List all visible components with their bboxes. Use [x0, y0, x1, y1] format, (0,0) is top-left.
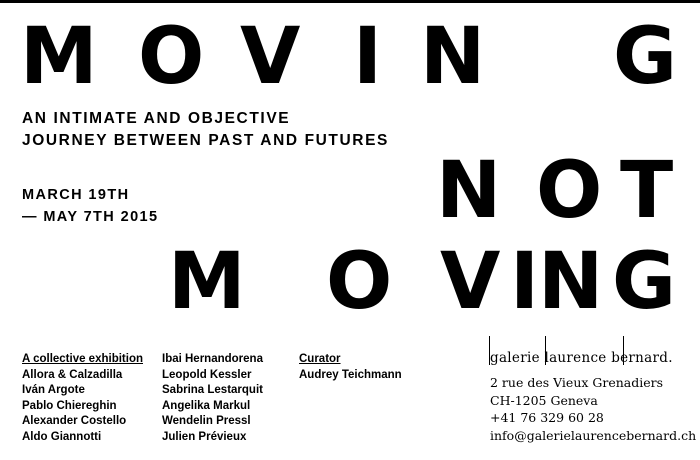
artist-name: Iván Argote — [22, 384, 85, 396]
gallery-address — [490, 374, 696, 444]
artist-name: Angelika Markul — [162, 399, 251, 412]
artist-name: Julien Prévieux — [162, 430, 247, 443]
headline-letter: M — [20, 12, 98, 102]
headline-letter: V — [440, 237, 501, 327]
headline-line-3 — [0, 237, 700, 327]
artist-name: Pablo Chiereghin — [22, 399, 117, 412]
artist-name: Sabrina Lestarquit — [162, 384, 263, 396]
artists-column-2 — [162, 352, 263, 445]
headline-letter: O — [326, 237, 393, 327]
headline-letter: G — [613, 12, 678, 102]
top-rule — [0, 0, 700, 3]
artists-column-1 — [22, 352, 143, 445]
curator-block — [299, 352, 402, 383]
logo-text: galerie laurence bernard — [490, 350, 669, 366]
headline-letter: I — [353, 12, 383, 102]
artists-heading: A collective exhibition — [22, 353, 143, 365]
headline-letter: O — [138, 12, 205, 102]
artist-name: Ibai Hernandorena — [162, 353, 263, 365]
subtitle-line-2: JOURNEY BETWEEN PAST AND FUTURES — [22, 132, 389, 149]
headline-letter: O — [536, 146, 603, 236]
address-line: 2 rue des Vieux Grenadiers — [490, 375, 664, 390]
headline-letter: M — [168, 237, 246, 327]
headline-letter: V — [240, 12, 301, 102]
headline-letter: T — [620, 146, 674, 236]
address-line: CH-1205 Geneva — [490, 392, 598, 408]
headline-letter: I — [510, 237, 540, 327]
headline-line-1 — [0, 12, 700, 102]
headline-letter: G — [612, 237, 677, 327]
email-address: info@galerielaurencebernard.ch — [490, 427, 697, 443]
subtitle-line-1: AN INTIMATE AND OBJECTIVE — [22, 110, 291, 127]
artist-name: Alexander Costello — [22, 415, 127, 427]
curator-heading: Curator — [299, 353, 341, 365]
headline-letter: N — [538, 237, 604, 327]
exhibition-dates — [22, 184, 158, 228]
curator-name: Audrey Teichmann — [299, 368, 402, 381]
artist-name: Allora & Calzadilla — [22, 368, 123, 381]
artist-name: Wendelin Pressl — [162, 415, 251, 427]
artist-name: Leopold Kessler — [162, 368, 252, 381]
artist-name: Aldo Giannotti — [22, 430, 102, 443]
headline-letter: N — [420, 12, 486, 102]
dates-line-1: MARCH 19TH — [22, 187, 130, 203]
headline-letter: N — [436, 146, 502, 236]
subtitle — [22, 108, 389, 152]
dates-line-2: — MAY 7TH 2015 — [22, 209, 159, 225]
phone-number: +41 76 329 60 28 — [490, 410, 604, 425]
logo-dot: . — [668, 350, 673, 366]
